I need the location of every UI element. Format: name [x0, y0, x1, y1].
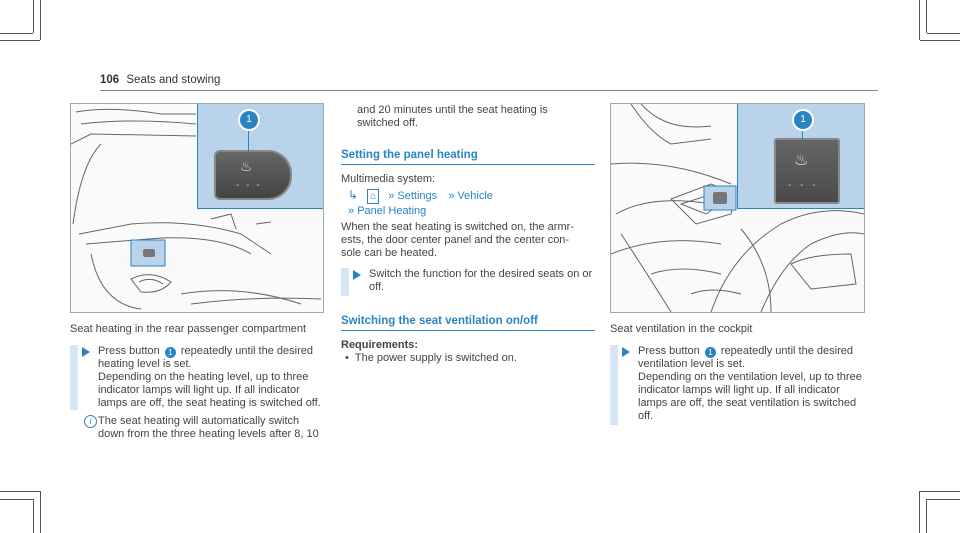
requirements-title: Requirements: — [341, 339, 419, 351]
step-text: repeatedly until the desired — [177, 345, 313, 357]
paragraph-line: and 20 minutes until the seat heating is — [357, 104, 548, 116]
step-text: Depending on the ventilation level, up to three — [638, 371, 862, 383]
inset-detail — [737, 104, 865, 209]
step-arrow-icon — [353, 270, 361, 280]
figure-rear-seat-heating — [70, 103, 324, 313]
instruction-step-left — [70, 345, 330, 410]
step-text: ventilation level is set. — [638, 358, 745, 370]
paragraph-line: When the seat heating is switched on, the armr- — [341, 221, 574, 233]
indicator-lamps: - - - — [236, 180, 262, 191]
header-rule — [100, 90, 878, 91]
seat-ventilation-icon: ♨ — [794, 152, 809, 169]
instruction-step-right — [610, 345, 870, 425]
info-icon: i — [84, 415, 97, 428]
step-text: lamps are off, the seat heating is switched off. — [98, 397, 321, 409]
panel-heating-description — [341, 221, 574, 260]
heading-seat-ventilation: Switching the seat ventilation on/off — [341, 315, 538, 327]
step-arrow-icon — [622, 347, 630, 357]
step-text: indicator lamps will light up. If all indicator — [638, 384, 840, 396]
note-text: down from the three heating levels after 8, 10 — [98, 428, 319, 440]
menu-vehicle: Vehicle — [457, 190, 493, 202]
step-text: off. — [369, 281, 385, 293]
heading-rule — [341, 164, 595, 165]
home-icon: ⌂ — [367, 189, 379, 204]
menu-settings: Settings — [397, 190, 438, 202]
paragraph-line: ests, the door center panel and the center con- — [341, 234, 570, 246]
instruction-step-middle — [341, 268, 601, 296]
step-text: Press button — [98, 345, 163, 357]
seat-heating-button — [214, 150, 292, 200]
step-arrow-icon — [82, 347, 90, 357]
heading-rule — [341, 330, 595, 331]
callout-1-marker: 1 — [165, 347, 176, 358]
step-text: Switch the function for the desired seats on or — [369, 268, 593, 280]
note-text: The seat heating will automatically switch — [98, 415, 300, 427]
callout-1: 1 — [238, 109, 260, 131]
chevron-right-icon: » — [348, 205, 355, 217]
inset-detail — [197, 104, 324, 209]
figure-cockpit-ventilation — [610, 103, 865, 313]
paragraph-line: switched off. — [357, 117, 418, 129]
paragraph-line: sole can be heated. — [341, 247, 438, 259]
return-arrow-icon: ↳ — [348, 188, 359, 202]
step-text: Depending on the heating level, up to three — [98, 371, 309, 383]
seat-ventilation-button — [774, 138, 840, 204]
page-number: 106 — [100, 74, 120, 86]
continued-text — [357, 104, 548, 130]
step-text: heating level is set. — [98, 358, 192, 370]
heading-panel-heating: Setting the panel heating — [341, 149, 478, 161]
menu-path — [348, 189, 493, 204]
requirement-item: • The power supply is switched on. — [345, 352, 517, 365]
chevron-right-icon: » — [388, 190, 395, 202]
step-text: Press button — [638, 345, 703, 357]
page-header — [100, 74, 220, 86]
figure-caption-left: Seat heating in the rear passenger compartment — [70, 323, 307, 335]
step-text: indicator lamps will light up. If all indicator — [98, 384, 300, 396]
menu-panel-heating: Panel Heating — [357, 205, 427, 217]
step-text: off. — [638, 410, 654, 422]
menu-path-line2 — [348, 205, 426, 218]
step-text: repeatedly until the desired — [717, 345, 853, 357]
callout-1-marker: 1 — [705, 347, 716, 358]
seat-heating-icon: ♨ — [240, 158, 253, 174]
indicator-lamps: - - - — [788, 180, 819, 191]
section-title: Seats and stowing — [126, 74, 221, 86]
callout-1: 1 — [792, 109, 814, 131]
chevron-right-icon: » — [448, 190, 455, 202]
figure-caption-right: Seat ventilation in the cockpit — [610, 323, 753, 335]
step-text: lamps are off, the seat ventilation is switched — [638, 397, 857, 409]
multimedia-label: Multimedia system: — [341, 173, 436, 185]
callout-line — [248, 128, 249, 152]
